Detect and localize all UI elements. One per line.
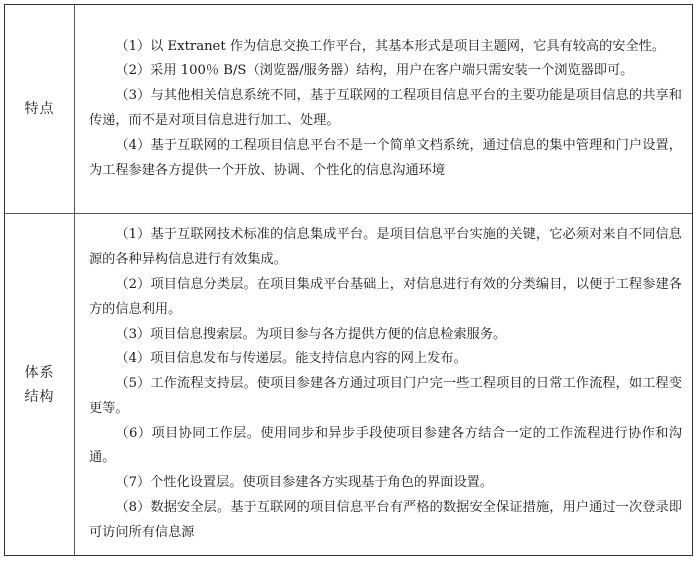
features-paragraph-3: （3）与其他相关信息系统不同，基于互联网的工程项目信息平台的主要功能是项目信息的共享和传递，而不是对项目信息进行加工、处理。 [89,88,682,128]
features-label-cell [5,5,75,213]
structure-paragraph-6: （6）项目协同工作层。使用同步和异步手段使项目参建各方结合一定的工作流程进行协作和沟通。 [89,425,682,466]
features-paragraph-2: （2）采用 100％ B/S（浏览器/服务器）结构，用户在客户端只需安装一个浏览器即可。 [115,63,634,79]
structure-paragraph-5: （5）工作流程支持层。使项目参建各方通过项目门户完一些工程项目的日常工作流程，如工程变更等。 [89,376,682,416]
structure-paragraph-4: （4）项目信息发布与传递层。能支持信息内容的网上发布。 [115,351,467,367]
structure-paragraph-3: （3）项目信息搜索层。为项目参与各方提供方便的信息检索服务。 [115,326,507,342]
structure-paragraph-1: （1）基于互联网技术标准的信息集成平台。是项目信息平台实施的关键，它必须对来自不同信息源的各种异构信息进行有效集成。 [89,227,682,268]
structure-row [5,214,692,555]
structure-paragraph-7: （7）个性化设置层。使项目参建各方实现基于角色的界面设置。 [115,475,494,491]
info-platform-table [4,4,693,556]
features-label: 特点 [24,101,55,117]
features-row [5,5,692,214]
structure-paragraph-2: （2）项目信息分类层。在项目集成平台基础上，对信息进行有效的分类编目，以便于工程参建各方的信息利用。 [89,276,682,317]
structure-label-cell [5,214,75,555]
structure-label-line-1: 体系 [24,364,55,381]
structure-label-line-2: 结构 [24,388,55,405]
structure-paragraph-8: （8）数据安全层。基于互联网的项目信息平台有严格的数据安全保证措施，用户通过一次登录即可访问所有信息源 [89,500,682,540]
features-content-cell [75,5,692,213]
features-paragraph-1: （1）以 Extranet 作为信息交换工作平台，其基本形式是项目主题网，它具有较高的安全性。 [115,38,666,54]
structure-content-cell [75,214,692,555]
structure-label [25,361,55,409]
features-paragraph-4: （4）基于互联网的工程项目信息平台不是一个简单文档系统，通过信息的集中管理和门户设置，为工程参建各方提供一个开放、协调、个性化的信息沟通环境 [89,137,682,178]
